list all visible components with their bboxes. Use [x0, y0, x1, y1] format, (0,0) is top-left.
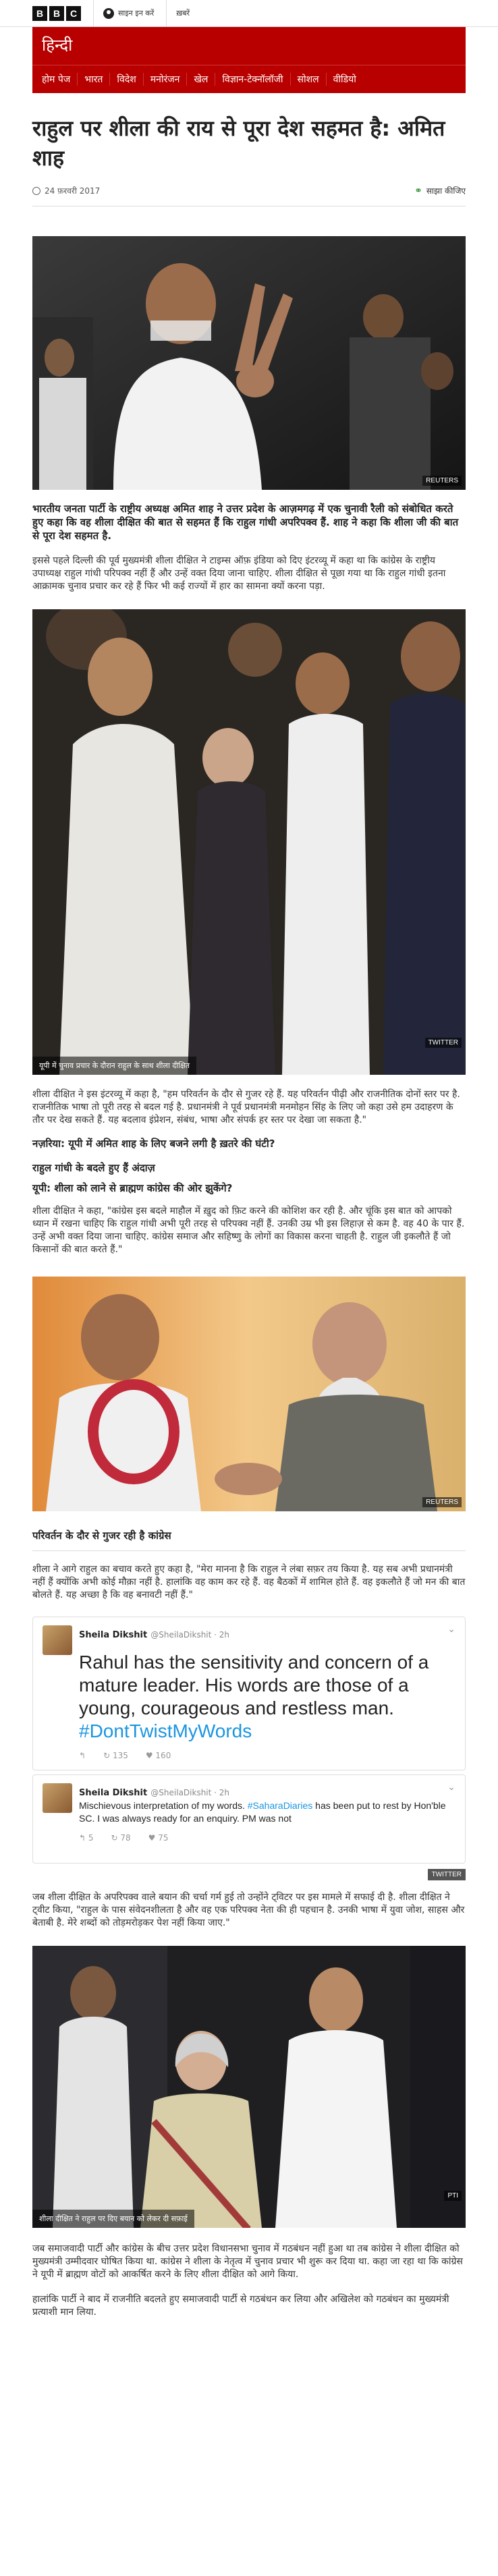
photo-credit: REUTERS [422, 476, 462, 486]
nav-item-world[interactable]: विदेश [110, 73, 143, 86]
like-count: 160 [155, 1751, 171, 1760]
tweet-body: has been put to rest by Hon'ble SC. I was always ready for an enquiry. PM was not [79, 1800, 446, 1824]
reply-button[interactable]: ↰ 5 [79, 1833, 94, 1843]
bbc-letter: B [32, 6, 47, 21]
signin-label: साइन इन करें [118, 9, 155, 18]
paragraph: इससे पहले दिल्ली की पूर्व मुख्यमंत्री शीला दीक्षित ने टाइम्स ऑफ़ इंडिया को दिए इंटरव्यू में कहा था कि कांग्रेस के राष्ट्रीय उपाध्यक्ष राहुल गांधी परिपक्व नहीं हैं और उन्हें वक्त दिया जाना चाहिए. शीला दीक्षित से पूछा गया था कि राहुल गांधी इतना आक्रामक चुनाव प्रचार कर रहे हैं फिर भी कई राज्यों में हार का सामना क्यों करना पड़ा. [32, 555, 446, 592]
tweet-body: Mischievous interpretation of my words. [79, 1800, 245, 1811]
tweet-author[interactable]: Sheila Dikshit [79, 1629, 148, 1640]
like-button[interactable]: ♥ 160 [145, 1751, 171, 1760]
tweet-author[interactable]: Sheila Dikshit [79, 1787, 148, 1798]
clock-icon [32, 187, 40, 195]
share-button[interactable] [414, 185, 466, 196]
tweet-hashtag[interactable]: #SaharaDiaries [247, 1800, 313, 1811]
tweet-embed[interactable] [32, 1617, 466, 1770]
chevron-down-icon[interactable]: ⌄ [447, 1782, 455, 1793]
masthead [32, 27, 466, 93]
tweet-handle[interactable]: @SheilaDikshit · 2h [150, 1787, 230, 1797]
article-meta [32, 185, 466, 206]
photo-sheila-rahul [32, 1946, 466, 2228]
tweet-handle[interactable]: @SheilaDikshit · 2h [150, 1629, 230, 1640]
article [0, 113, 498, 2319]
photo-shah-modi [32, 1277, 466, 1511]
like-button[interactable]: ♥ 75 [148, 1833, 169, 1843]
chevron-down-icon[interactable]: ⌄ [447, 1624, 455, 1635]
reply-count: 5 [88, 1833, 94, 1843]
photo-credit: TWITTER [425, 1038, 462, 1048]
date-text: 24 फ़रवरी 2017 [45, 186, 101, 196]
nav-item-home[interactable]: होम पेज [35, 73, 78, 86]
avatar[interactable] [43, 1783, 72, 1813]
user-icon [103, 8, 114, 19]
photo-amit-shah [32, 236, 466, 490]
reply-icon[interactable]: ↰ [79, 1751, 86, 1760]
photo-credit: REUTERS [422, 1497, 462, 1507]
paragraph: शीला दीक्षित ने इस इंटरव्यू में कहा है, "हम परिवर्तन के दौर से गुजर रहे हैं. यह परिवर्तन पीढ़ी और राजनीतिक दोनों स्तर पर है. राजनीतिक भाषा तो पूरी तरह से बदल गई है. प्रधानमंत्री ने पूर्व प्रधानमंत्री मनमोहन सिंह के लिए जो कहा उसे हम उदाहरण के तौर पर देख सकते हैं. यह बदलाव इंप्रेशन, संबंध, भाषा और संपर्क हर स्तर पर देखा जा सकता है." [32, 1089, 460, 1125]
page-title: राहुल पर शीला की राय से पूरा देश सहमत है: अमित शाह [32, 115, 445, 171]
retweet-count: 78 [120, 1833, 131, 1843]
bbc-logo[interactable] [32, 6, 81, 21]
news-link[interactable]: ख़बरें [166, 0, 190, 27]
divider [32, 1550, 466, 1551]
signin-link[interactable] [93, 0, 154, 27]
nav-item-social[interactable]: सोशल [291, 73, 327, 86]
tweet-body: Rahul has the sensitivity and concern of a mature leader. His words are those of a young, courageous and restless man. [79, 1652, 429, 1718]
photo-rahul-sheila-image [32, 609, 466, 1075]
photo-caption: यूपी में चुनाव प्रचार के दौरान राहुल के साथ शीला दीक्षित [32, 1057, 196, 1075]
twitter-label: TWITTER [428, 1869, 466, 1880]
paragraph: शीला ने आगे राहुल का बचाव करते हुए कहा है, "मेरा मानना है कि राहुल ने लंबा सफ़र तय किया है. यह सब अभी प्रधानमंत्री नहीं हैं क्योंकि अभी कोई मौक़ा नहीं है. हालांकि वह काम कर रहे हैं. वह बैठकों में शामिल होते हैं. वह इकलौते हैं जो मन की बात बोलते हैं. यह अच्छा है कि वह बनावटी नहीं हैं." [32, 1564, 466, 1600]
nav-item-video[interactable]: वीडियो [333, 74, 356, 85]
photo-caption: शीला दीक्षित ने राहुल पर दिए बयान को लेकर दी सफ़ाई [32, 2210, 194, 2228]
related-link[interactable]: यूपी: शीला को लाने से ब्राह्मण कांग्रेस की ओर झुकेंगे? [32, 1182, 233, 1194]
retweet-button[interactable]: ↻ 78 [111, 1833, 131, 1843]
photo-shah-modi-image [32, 1277, 466, 1511]
like-count: 75 [158, 1833, 169, 1843]
nav-item-india[interactable]: भारत [78, 73, 110, 86]
related-link[interactable]: राहुल गांधी के बदले हुए हैं अंदाज़ [32, 1162, 155, 1174]
retweet-button[interactable]: ↻ 135 [103, 1751, 128, 1760]
paragraph: जब शीला दीक्षित के अपरिपक्व वाले बयान की चर्चा गर्म हुई तो उन्होंने ट्विटर पर इस मामले में सफाई दी है. शीला दीक्षित ने ट्वीट किया, "राहुल के पास संवेदनशीलता है और वह एक परिपक्व नेता की ही पहचान है. उनकी भाषा में युवा जोश, साहस और बेताबी है. मेरे शब्दों को तोड़मरोड़कर पेश नहीं किया जाए." [32, 1892, 465, 1928]
tweet-actions [79, 1751, 455, 1760]
related-links [32, 1136, 466, 1196]
tweet-text [79, 1651, 455, 1743]
site-brand[interactable]: हिन्दी [42, 36, 73, 55]
article-date [32, 185, 100, 196]
embed-source-label [32, 1866, 466, 1879]
tweet-actions [79, 1833, 455, 1843]
tweet-hashtag[interactable]: #DontTwistMyWords [79, 1720, 252, 1741]
avatar[interactable] [43, 1625, 72, 1655]
nav-item-sports[interactable]: खेल [187, 73, 215, 86]
paragraph: जब समाजवादी पार्टी और कांग्रेस के बीच उत्तर प्रदेश विधानसभा चुनाव में गठबंधन नहीं हुआ था तब कांग्रेस ने शीला दीक्षित को मुख्यमंत्री उम्मीदवार घोषित किया था. कांग्रेस ने शीला के नेतृत्व में चुनाव प्रचार भी शुरू कर दिया था. कहा जा रहा था कि कांग्रेस ने यूपी में ब्राह्मण वोटों को आकर्षित करने के लिए शीला दीक्षित को आगे किया. [32, 2243, 463, 2280]
main-nav [32, 65, 466, 93]
lead-paragraph: भारतीय जनता पार्टी के राष्ट्रीय अध्यक्ष अमित शाह ने उत्तर प्रदेश के आज़मगढ़ में एक चुनावी रैली को संबोधित करते हुए कहा कि वह शीला दीक्षित की बात से सहमत हैं कि राहुल गांधी अपरिपक्व हैं. शाह ने कहा कि शीला जी की बात से पूरा देश सहमत है. [32, 503, 459, 542]
paragraph: हालांकि पार्टी ने बाद में राजनीति बदलते हुए समाजवादी पार्टी से गठबंधन कर लिया और अखिलेश को गठबंधन का मुख्यमंत्री प्रत्याशी मान लिया. [32, 2294, 449, 2318]
nav-item-entertainment[interactable]: मनोरंजन [144, 73, 188, 86]
share-label: साझा कीजिए [426, 186, 466, 196]
tweet-text [79, 1799, 455, 1825]
tweet-embed[interactable] [32, 1774, 466, 1864]
photo-sheila-rahul-image [32, 1946, 466, 2228]
photo-amit-shah-image [32, 236, 466, 490]
photo-rahul-sheila [32, 609, 466, 1075]
nav-item-science-tech[interactable]: विज्ञान-टेक्नॉलॉजी [215, 73, 290, 86]
photo-credit: PTI [444, 2191, 462, 2201]
bbc-letter: B [49, 6, 64, 21]
top-bar [0, 0, 498, 27]
related-link[interactable]: नज़रिया: यूपी में अमित शाह के लिए बजने लगी है ख़तरे की घंटी? [32, 1138, 275, 1150]
section-heading: परिवर्तन के दौर से गुजर रही है कांग्रेस [32, 1530, 171, 1542]
bbc-letter: C [66, 6, 81, 21]
share-icon: ⚭ [414, 185, 422, 196]
retweet-count: 135 [112, 1751, 128, 1760]
paragraph: शीला दीक्षित ने कहा, "कांग्रेस इस बदले माहौल में ख़ुद को फ़िट करने की कोशिश कर रही है. और चूंकि इस बात को आपको ध्यान में रखना चाहिए कि राहुल गांधी अभी पूरी तरह से परिपक्व नहीं हैं. उनकी उम्र भी इस लिहाज़ से कम है. वह 40 के पार हैं. उन्हें अभी वक्त दिया जाना चाहिए. कांग्रेस समाज और सहिष्णु के लोगों का विकास करना चाहती है. राहुल जी इकलौते हैं जो किसानों की बात करते हैं." [32, 1206, 465, 1255]
